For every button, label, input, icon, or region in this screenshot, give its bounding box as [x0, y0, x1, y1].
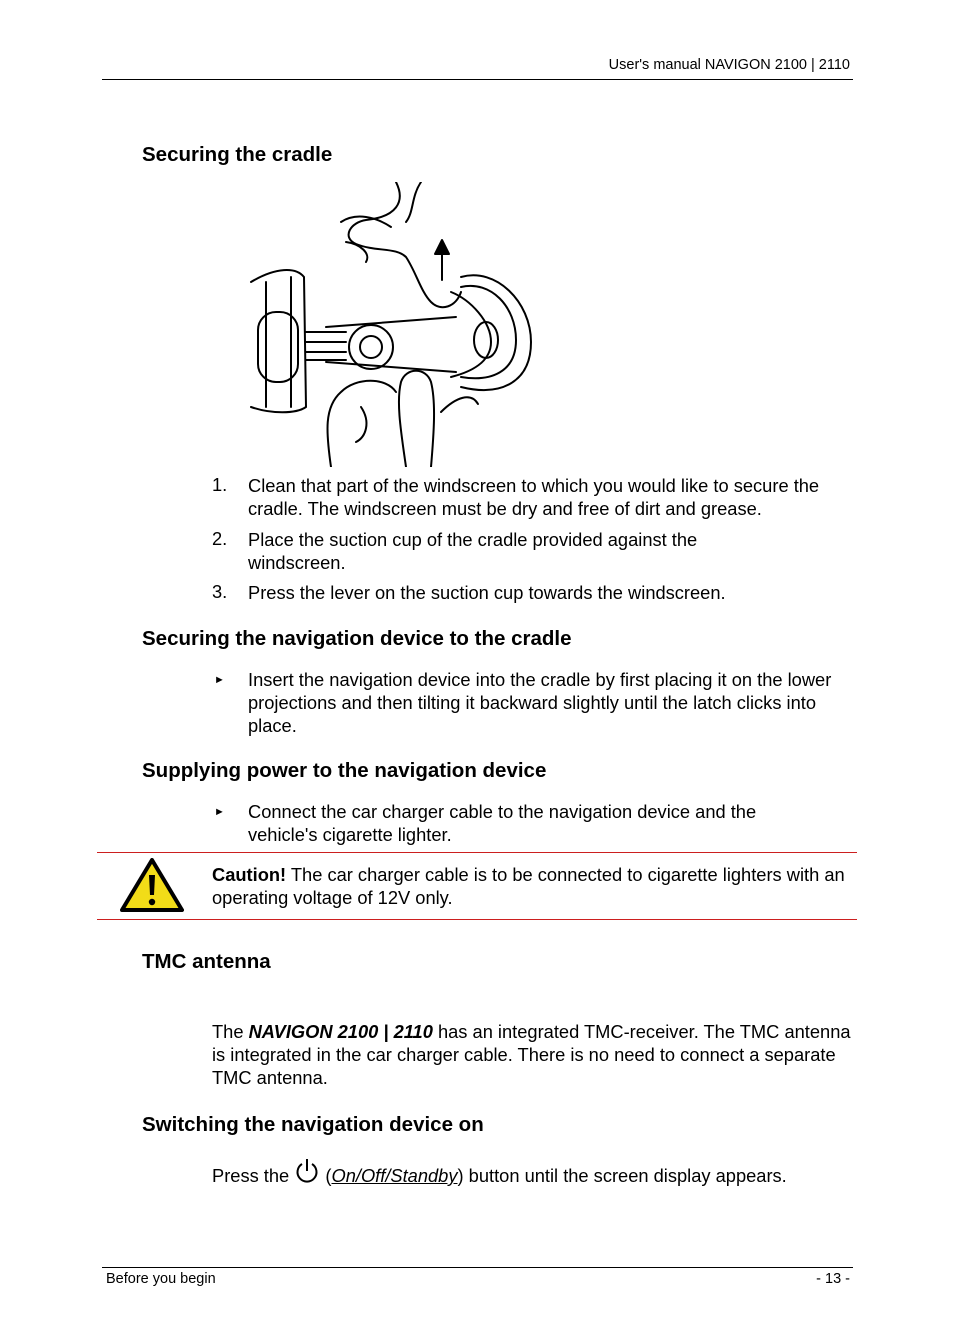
switch-on-text: [212, 1157, 787, 1187]
instruction-text: Connect the car charger cable to the navigation device and the vehicle's cigarette lighter.: [248, 801, 757, 845]
warning-triangle-icon: [120, 858, 184, 912]
switch-on-post: ) button until the screen display appears.: [457, 1165, 787, 1186]
button-name: On/Off/Standby: [331, 1165, 458, 1186]
caution-text: [212, 863, 852, 909]
step-number: 3.: [212, 581, 228, 602]
step-text: Press the lever on the suction cup towards the windscreen.: [248, 582, 726, 603]
tmc-text-pre: The: [212, 1021, 249, 1042]
heading-securing-cradle: Securing the cradle: [142, 143, 333, 166]
heading-device-to-cradle: Securing the navigation device to the cradle: [142, 627, 572, 650]
caution-body: The car charger cable is to be connected to cigarette lighters with an operating voltage of 12V only.: [212, 864, 845, 908]
caution-bottom-rule: [97, 919, 857, 920]
instruction-text: Insert the navigation device into the cradle by first placing it on the lower projections and then tilting it backward slightly until the latch clicks into place.: [248, 669, 832, 736]
step-number: 2.: [212, 528, 228, 549]
page-number: - 13 -: [816, 1271, 850, 1287]
heading-switch-on: Switching the navigation device on: [142, 1113, 484, 1136]
switch-on-paren: (: [320, 1165, 332, 1186]
switch-on-pre: Press the: [212, 1165, 295, 1186]
tmc-paragraph: [212, 1020, 852, 1089]
step-number: 1.: [212, 474, 228, 495]
header-rule: [102, 79, 853, 80]
heading-power: Supplying power to the navigation device: [142, 759, 547, 782]
heading-tmc: TMC antenna: [142, 950, 271, 973]
caution-label: Caution!: [212, 864, 287, 885]
step-text: Place the suction cup of the cradle provided against the windscreen.: [248, 529, 698, 573]
tmc-text-post: has an integrated TMC-receiver. The TMC antenna is integrated in the car charger cable. There is no need to connect a separate TMC antenna.: [212, 1021, 851, 1088]
bullet-marker: ►: [214, 806, 225, 818]
cradle-illustration: [246, 182, 536, 467]
step-text: Clean that part of the windscreen to which you would like to secure the cradle. The windscreen must be dry and free of dirt and grease.: [248, 475, 820, 519]
caution-top-rule: [97, 852, 857, 853]
product-name: NAVIGON 2100 | 2110: [248, 1021, 433, 1042]
power-icon: [294, 1157, 320, 1185]
bullet-marker: ►: [214, 674, 225, 686]
running-header: User's manual NAVIGON 2100 | 2110: [608, 57, 850, 73]
footer-section: Before you begin: [106, 1271, 216, 1287]
footer-rule: [102, 1267, 853, 1268]
